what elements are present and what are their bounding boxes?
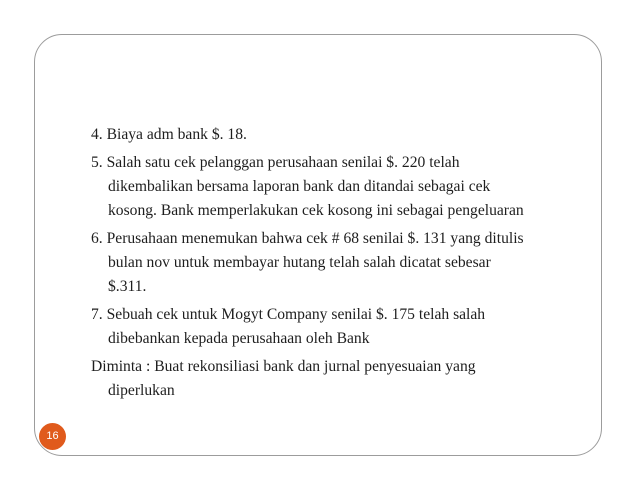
list-item-line: 7. Sebuah cek untuk Mogyt Company senilai $. 175 telah salah [91,306,486,323]
slide-body [91,123,591,407]
list-item-4 [91,123,591,147]
list-item-5 [91,151,591,223]
list-item-line: $.311. [108,278,147,295]
list-item-line: dikembalikan bersama laporan bank dan ditandai sebagai cek [108,178,491,195]
list-item-line: 5. Salah satu cek pelanggan perusahaan senilai $. 220 telah [91,154,460,171]
list-item-line: bulan nov untuk membayar hutang telah salah dicatat sebesar [108,254,491,271]
page-number-badge: 16 [39,423,66,450]
list-item-line: 4. Biaya adm bank $. 18. [91,126,247,143]
task-instruction [91,355,591,403]
list-item-line: dibebankan kepada perusahaan oleh Bank [108,330,370,347]
list-item-7 [91,303,591,351]
list-item-line: kosong. Bank memperlakukan cek kosong ini sebagai pengeluaran [108,202,524,219]
list-item-line: diperlukan [108,382,175,399]
list-item-line: 6. Perusahaan menemukan bahwa cek # 68 senilai $. 131 yang ditulis [91,230,524,247]
list-item-line: Diminta : Buat rekonsiliasi bank dan jurnal penyesuaian yang [91,358,476,375]
list-item-6 [91,227,591,299]
